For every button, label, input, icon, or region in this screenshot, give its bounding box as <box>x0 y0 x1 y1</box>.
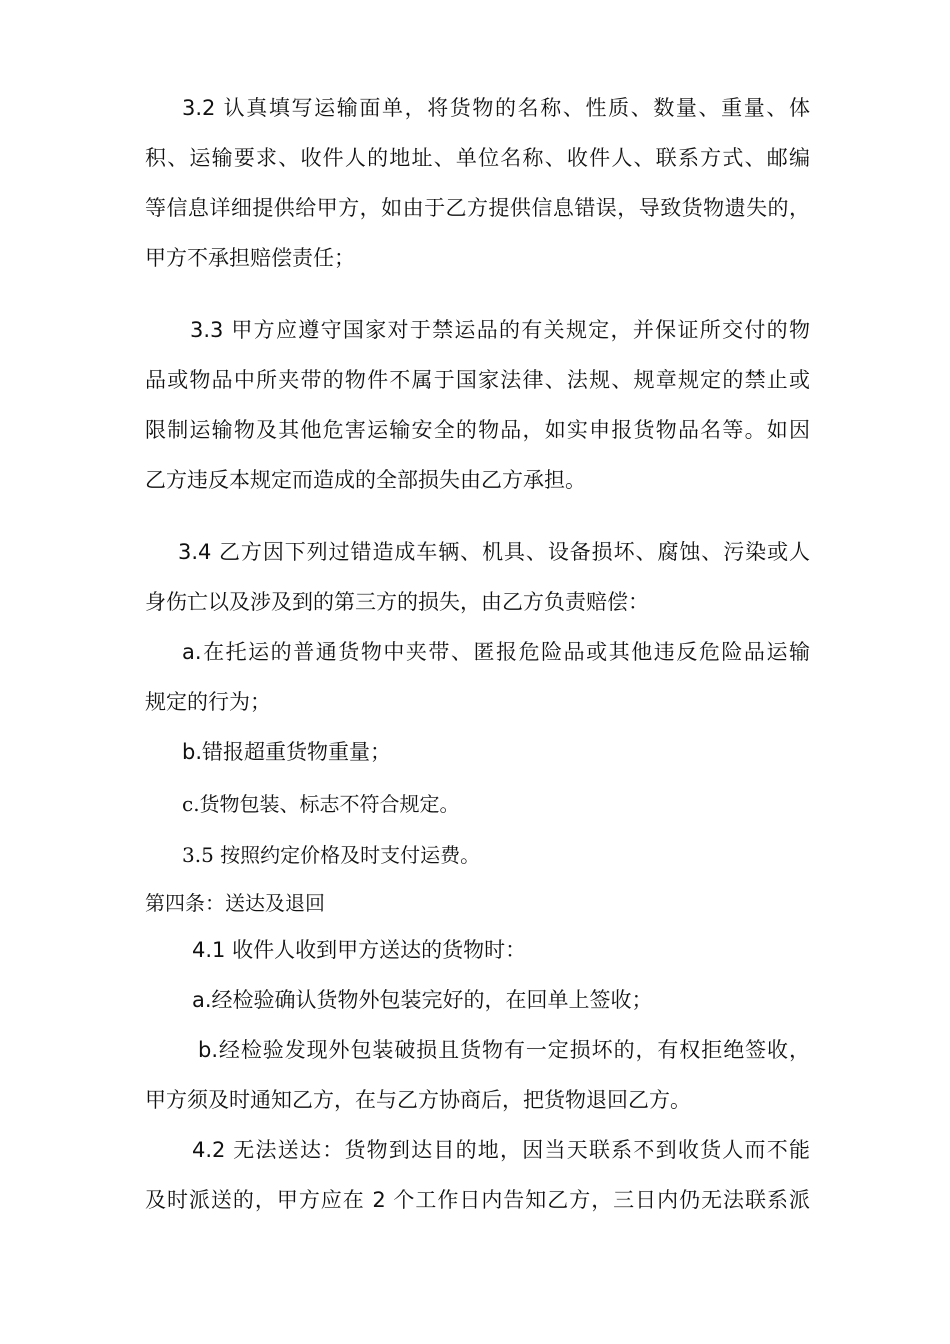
clause-3-4-c: c.货物包装、标志不符合规定。 <box>182 792 460 816</box>
clause-3-3-line-2: 品或物品中所夹带的物件不属于国家法律、法规、规章规定的禁止或 <box>145 368 810 392</box>
clause-3-3-line-4: 乙方违反本规定而造成的全部损失由乙方承担。 <box>145 468 586 492</box>
clause-3-3-line-3: 限制运输物及其他危害运输安全的物品，如实申报货物品名等。如因 <box>145 418 810 442</box>
article-4-heading: 第四条：送达及退回 <box>145 891 325 915</box>
clause-4-2-line-2: 及时派送的，甲方应在 2 个工作日内告知乙方，三日内仍无法联系派 <box>145 1188 810 1212</box>
clause-3-4-a-line-2: 规定的行为； <box>145 690 271 714</box>
clause-3-5: 3.5 按照约定价格及时支付运费。 <box>182 843 481 867</box>
clause-4-1-b-line-1: b.经检验发现外包装破损且货物有一定损坏的，有权拒绝签收， <box>198 1038 810 1062</box>
clause-4-1-b-line-2: 甲方须及时通知乙方，在与乙方协商后，把货物退回乙方。 <box>145 1088 691 1112</box>
clause-4-1-a: a.经检验确认货物外包装完好的，在回单上签收； <box>192 988 653 1012</box>
clause-4-2-line-1: 4.2 无法送达：货物到达目的地，因当天联系不到收货人而不能 <box>192 1138 810 1162</box>
clause-3-4-line-1: 3.4 乙方因下列过错造成车辆、机具、设备损坏、腐蚀、污染或人 <box>178 540 810 564</box>
clause-3-4-line-2: 身伤亡以及涉及到的第三方的损失，由乙方负责赔偿： <box>145 590 649 614</box>
clause-3-2-line-4: 甲方不承担赔偿责任； <box>145 246 355 270</box>
clause-3-4-b: b.错报超重货物重量； <box>182 740 392 764</box>
clause-3-2-line-1: 3.2 认真填写运输面单，将货物的名称、性质、数量、重量、体 <box>182 96 810 120</box>
clause-3-2-line-2: 积、运输要求、收件人的地址、单位名称、收件人、联系方式、邮编 <box>145 146 810 170</box>
clause-3-3-line-1: 3.3 甲方应遵守国家对于禁运品的有关规定，并保证所交付的物 <box>190 318 810 342</box>
clause-4-1: 4.1 收件人收到甲方送达的货物时： <box>192 938 527 962</box>
clause-3-2-line-3: 等信息详细提供给甲方，如由于乙方提供信息错误，导致货物遗失的， <box>145 196 810 220</box>
clause-3-4-a-line-1: a.在托运的普通货物中夹带、匿报危险品或其他违反危险品运输 <box>182 640 810 664</box>
